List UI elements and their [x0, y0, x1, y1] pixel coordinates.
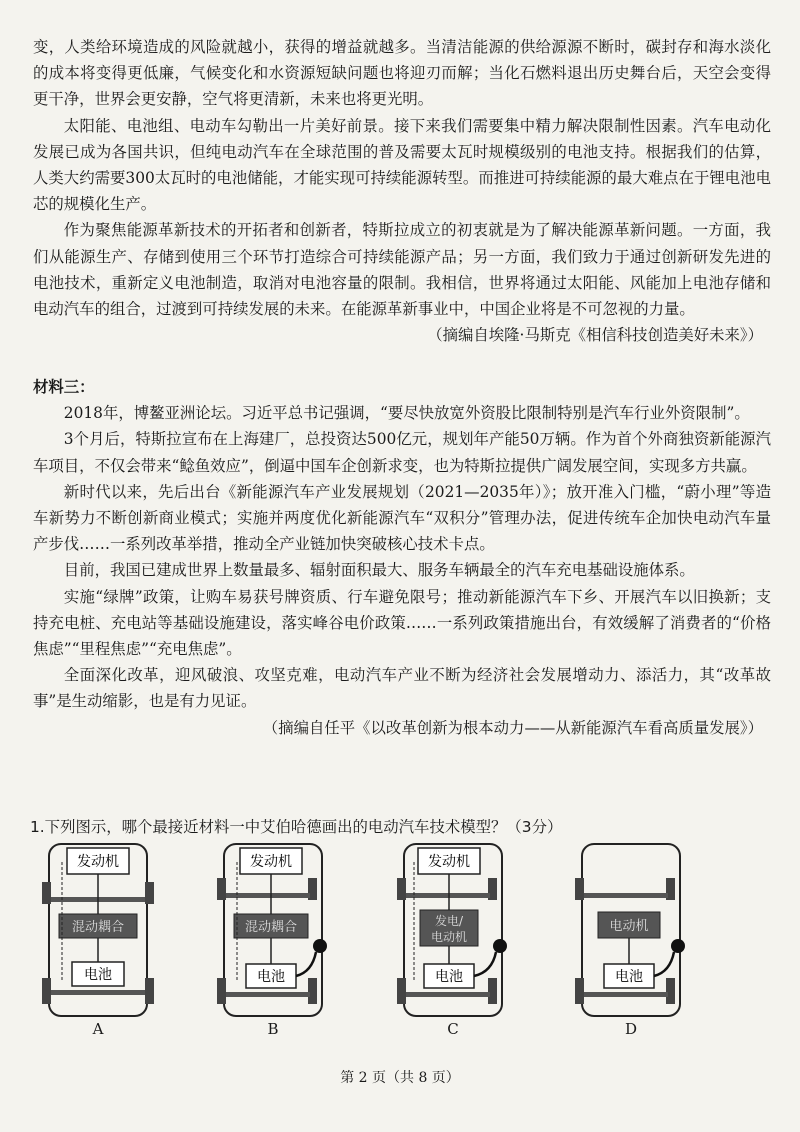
option-label-b: B: [267, 1020, 279, 1038]
page-footer: 第 2 页（共 8 页）: [340, 1070, 460, 1086]
battery-label: 电池: [615, 969, 643, 985]
engine-label: 发动机: [428, 854, 470, 870]
generator-label: 发电/: [434, 914, 464, 928]
paragraph: 太阳能、电池组、电动车勾勒出一片美好前景。接下来我们需要集中精力解决限制性因素。汽车电动化发展已成为各国共识，但纯电动汽车在全球范围的普及需要太瓦时规模级别的电池支持。根据我们的估算，人类大约需要300太瓦时的电池储能，才能实现可持续能源转型。而推进可持续能源的最大难点在于锂电池电芯的规模化生产。: [33, 116, 771, 214]
paragraph: 新时代以来，先后出台《新能源汽车产业发展规划（2021—2035年）》；放开准入门槛，“蔚小理”等造车新势力不断创新商业模式；实施并两度优化新能源汽车“双积分”管理办法，促进传统车企加快电动汽车量产步伐……一系列改革举措，推动全产业链加快突破核心技术卡点。: [33, 482, 771, 554]
hybrid-coupling-label: 混动耦合: [244, 920, 298, 935]
paragraph: 3个月后，特斯拉宣布在上海建厂，总投资达500亿元，规划年产能50万辆。作为首个外商独资新能源汽车项目，不仅会带来“鲶鱼效应”，倒逼中国车企创新求变，也为特斯拉提供广阔发展空间，实现多方共赢。: [33, 430, 771, 475]
option-label-a: A: [92, 1020, 104, 1038]
battery-label: 电池: [257, 969, 285, 985]
paragraph: 作为聚焦能源革新技术的开拓者和创新者，特斯拉成立的初衷就是为了解决能源革新问题。一方面，我们从能源生产、存储到使用三个环节打造综合可持续能源产品；另一方面，我们致力于通过创新研发先进的电池技术，重新定义电池制造，取消对电池容量的限制。我相信，世界将通过太阳能、风能加上电池存储和电动汽车的组合，过渡到可持续发展的未来。在能源革新事业中，中国企业将是不可忽视的力量。: [33, 221, 771, 319]
charging-plug-icon: [313, 939, 327, 953]
diagram-option-a: [37, 842, 159, 1020]
battery-label: 电池: [84, 967, 112, 983]
citation: （摘编自埃隆·马斯克《相信科技创造美好未来》）: [427, 326, 763, 345]
option-label-d: D: [624, 1020, 638, 1038]
paragraph: 目前，我国已建成世界上数量最多、辐射面积最大、服务车辆最全的汽车充电基础设施体系。: [63, 561, 695, 580]
motor-label: 电动机: [609, 919, 649, 934]
diagram-option-c: [392, 842, 514, 1020]
engine-label: 发动机: [250, 854, 292, 870]
engine-label: 发动机: [77, 854, 119, 870]
diagram-option-b: [212, 842, 334, 1020]
paragraph: 2018年，博鳌亚洲论坛。习近平总书记强调，“要尽快放宽外资股比限制特别是汽车行业外资限制”。: [63, 404, 750, 423]
paragraph: 全面深化改革，迎风破浪、攻坚克难，电动汽车产业不断为经济社会发展增动力、添活力，其“改革故事”是生动缩影，也是有力见证。: [33, 666, 771, 711]
charging-plug-icon: [493, 939, 507, 953]
question-text: 1.下列图示，哪个最接近材料一中艾伯哈德画出的电动汽车技术模型？（3分）: [30, 818, 563, 836]
citation: （摘编自任平《以改革创新为根本动力——从新能源汽车看高质量发展》）: [262, 718, 763, 737]
paragraph: 变，人类给环境造成的风险就越小，获得的增益就越多。当清洁能源的供给源源不断时，碳封存和海水淡化的成本将变得更低廉，气候变化和水资源短缺问题也将迎刃而解；当化石燃料退出历史舞台后，天空会变得更干净，世界会更安静，空气将更清新，未来也将更光明。: [33, 38, 771, 109]
motor-label: 电动机: [430, 930, 468, 944]
material-2-continuation: [33, 34, 771, 348]
section-heading: 材料三：: [33, 378, 95, 396]
battery-label: 电池: [435, 969, 463, 985]
charging-plug-icon: [671, 939, 685, 953]
paragraph: 实施“绿牌”政策，让购车易获号牌资质、行车避免限号；推动新能源汽车下乡、开展汽车以旧换新；支持充电桩、充电站等基础设施建设，落实峰谷电价政策……一系列政策措施出台，有效缓解了消费者的“价格焦虑”“里程焦虑”“充电焦虑”。: [33, 587, 771, 659]
option-label-c: C: [447, 1020, 459, 1038]
material-3: [33, 374, 771, 741]
hybrid-coupling-label: 混动耦合: [71, 920, 125, 935]
diagram-option-d: [570, 842, 692, 1020]
